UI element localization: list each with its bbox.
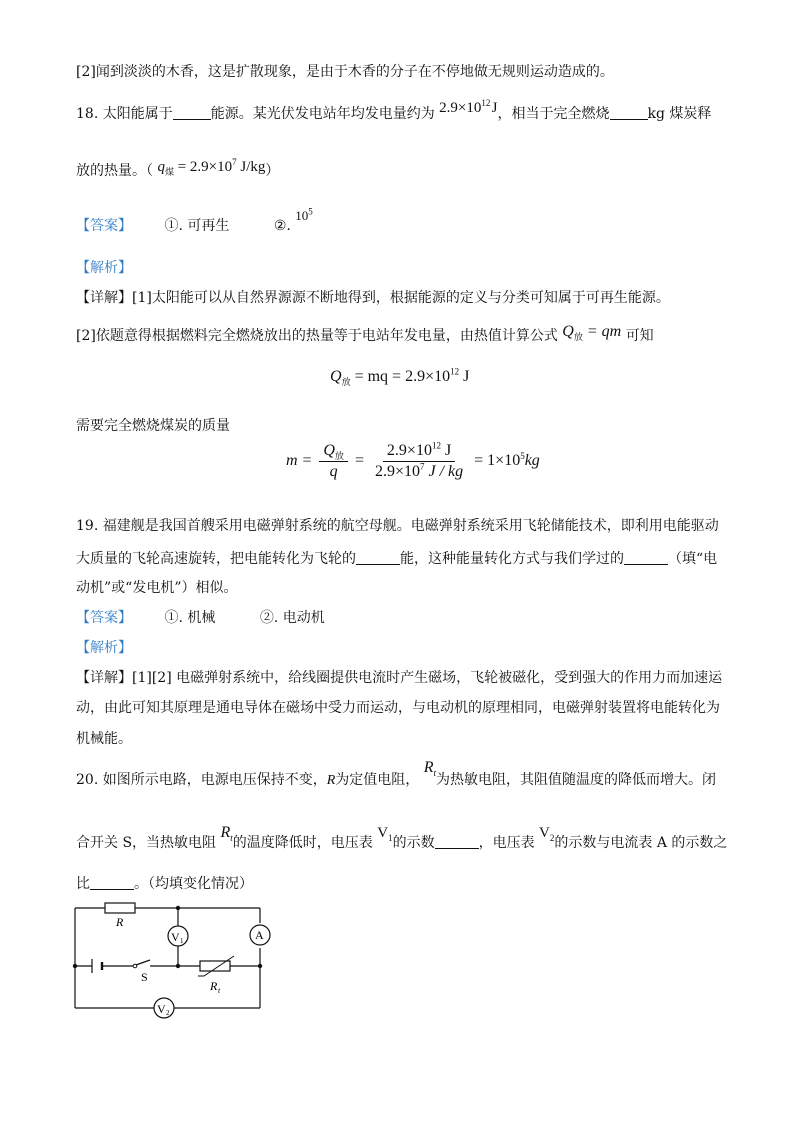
meter-v1-label: V <box>171 930 180 944</box>
meter-v2-sub: 2 <box>166 1009 170 1017</box>
junction-dot <box>73 964 77 968</box>
answer-blank <box>610 105 648 120</box>
label-rt: R <box>210 979 218 993</box>
detail-18-3: 需要完全燃烧煤炭的质量 <box>76 418 230 434</box>
analysis-tag: 【解析】 <box>76 260 132 276</box>
switch-s <box>136 960 150 965</box>
question-19-3: 动机”或“发电机”）相似。 <box>76 580 238 596</box>
fraction-q-over-q: $\frac{Q_放}{q}$ <box>319 442 348 481</box>
answer-tag: 【答案】 <box>76 610 132 626</box>
question-18-cont: 放的热量。（ $q_煤 = 2.9\times 10^7$ J/kg） <box>76 157 280 179</box>
formula-heat: $Q_放$ = mq = $2.9\times 10^{12}$ J <box>330 366 470 388</box>
detail-19-1: 【详解】[1][2] 电磁弹射系统中，给线圈提供电流时产生磁场，飞轮被磁化，受到强大的作用力而加速运 <box>76 670 723 686</box>
question-19-2: 大质量的飞轮高速旋转，把电能转化为飞轮的 能，这种能量转化方式与我们学过的 （填“电 <box>76 551 718 567</box>
analysis-tag: 【解析】 <box>76 640 132 656</box>
fraction-values: $\frac{2.9\times 10^{12} J}{2.9\times 10^7 J / kg}$ <box>374 440 464 480</box>
label-s: S <box>141 970 148 984</box>
question-20-3: 比 。（均填变化情况） <box>76 876 253 892</box>
label-r: R <box>116 915 124 929</box>
answer-18: 【答案】 ①. 可再生 ②. $10^5$ <box>76 206 313 234</box>
thermistor-rt <box>200 961 230 971</box>
resistor-r <box>105 903 135 913</box>
text-line: [2]闻到淡淡的木香，这是扩散现象，是由于木香的分子在不停地做无规则运动造成的。 <box>76 64 614 80</box>
answer-tag: 【答案】 <box>76 218 132 234</box>
answer-blank <box>624 550 668 565</box>
answer-blank <box>435 834 479 849</box>
junction-dot <box>176 964 180 968</box>
label-rt-sub: t <box>218 986 221 995</box>
circuit-diagram <box>70 898 280 1023</box>
detail-19-2: 动，由此可知其原理是通电导体在磁场中受力而运动，与电动机的原理相同，电磁弹射装置将电能转化为 <box>76 700 720 716</box>
meter-v2-label: V <box>157 1002 166 1016</box>
answer-blank <box>173 105 211 120</box>
answer-blank <box>356 550 400 565</box>
formula-mass: m = $\frac{Q_放}{q}$ = $\frac{2.9\times 10^{12} J}{2.9\times 10^7 J / kg}$ = $1\times 10^5kg$ <box>286 440 540 480</box>
junction-dot <box>176 906 180 910</box>
meter-v1-sub: 1 <box>180 937 184 945</box>
question-20-1: 20. 如图所示电路，电源电压保持不变，R为定值电阻， $R_t$为热敏电阻，其阻值随温度的降低而增大。闭 <box>76 759 717 788</box>
question-20-2: 合开关 S，当热敏电阻 $R_t$的温度降低时，电压表 $V_1$的示数 ，电压表 $V_2$的示数与电流表 A 的示数之 <box>76 824 728 851</box>
detail-18-2: [2]依题意得根据燃料完全燃烧放出的热量等于电站年发电量，由热值计算公式 $Q_放$ = qm 可知 <box>76 323 654 344</box>
detail-18-1: 【详解】[1]太阳能可以从自然界源源不断地得到，根据能源的定义与分类可知属于可再生能源。 <box>76 290 670 306</box>
junction-dot <box>258 964 262 968</box>
answer-blank <box>90 875 134 890</box>
question-19-1: 19. 福建舰是我国首艘采用电磁弹射系统的航空母舰。电磁弹射系统采用飞轮储能技术，即利用电能驱动 <box>76 518 719 534</box>
meter-a-label: A <box>255 928 264 942</box>
detail-19-3: 机械能。 <box>76 731 132 747</box>
answer-19: 【答案】 ①. 机械 ②. 电动机 <box>76 610 325 626</box>
question-18: 18. 太阳能属于 能源。某光伏发电站年均发电量约为 $2.9\times 10^{12}$ J，相当于完全燃烧 kg 煤炭释 <box>76 98 712 122</box>
